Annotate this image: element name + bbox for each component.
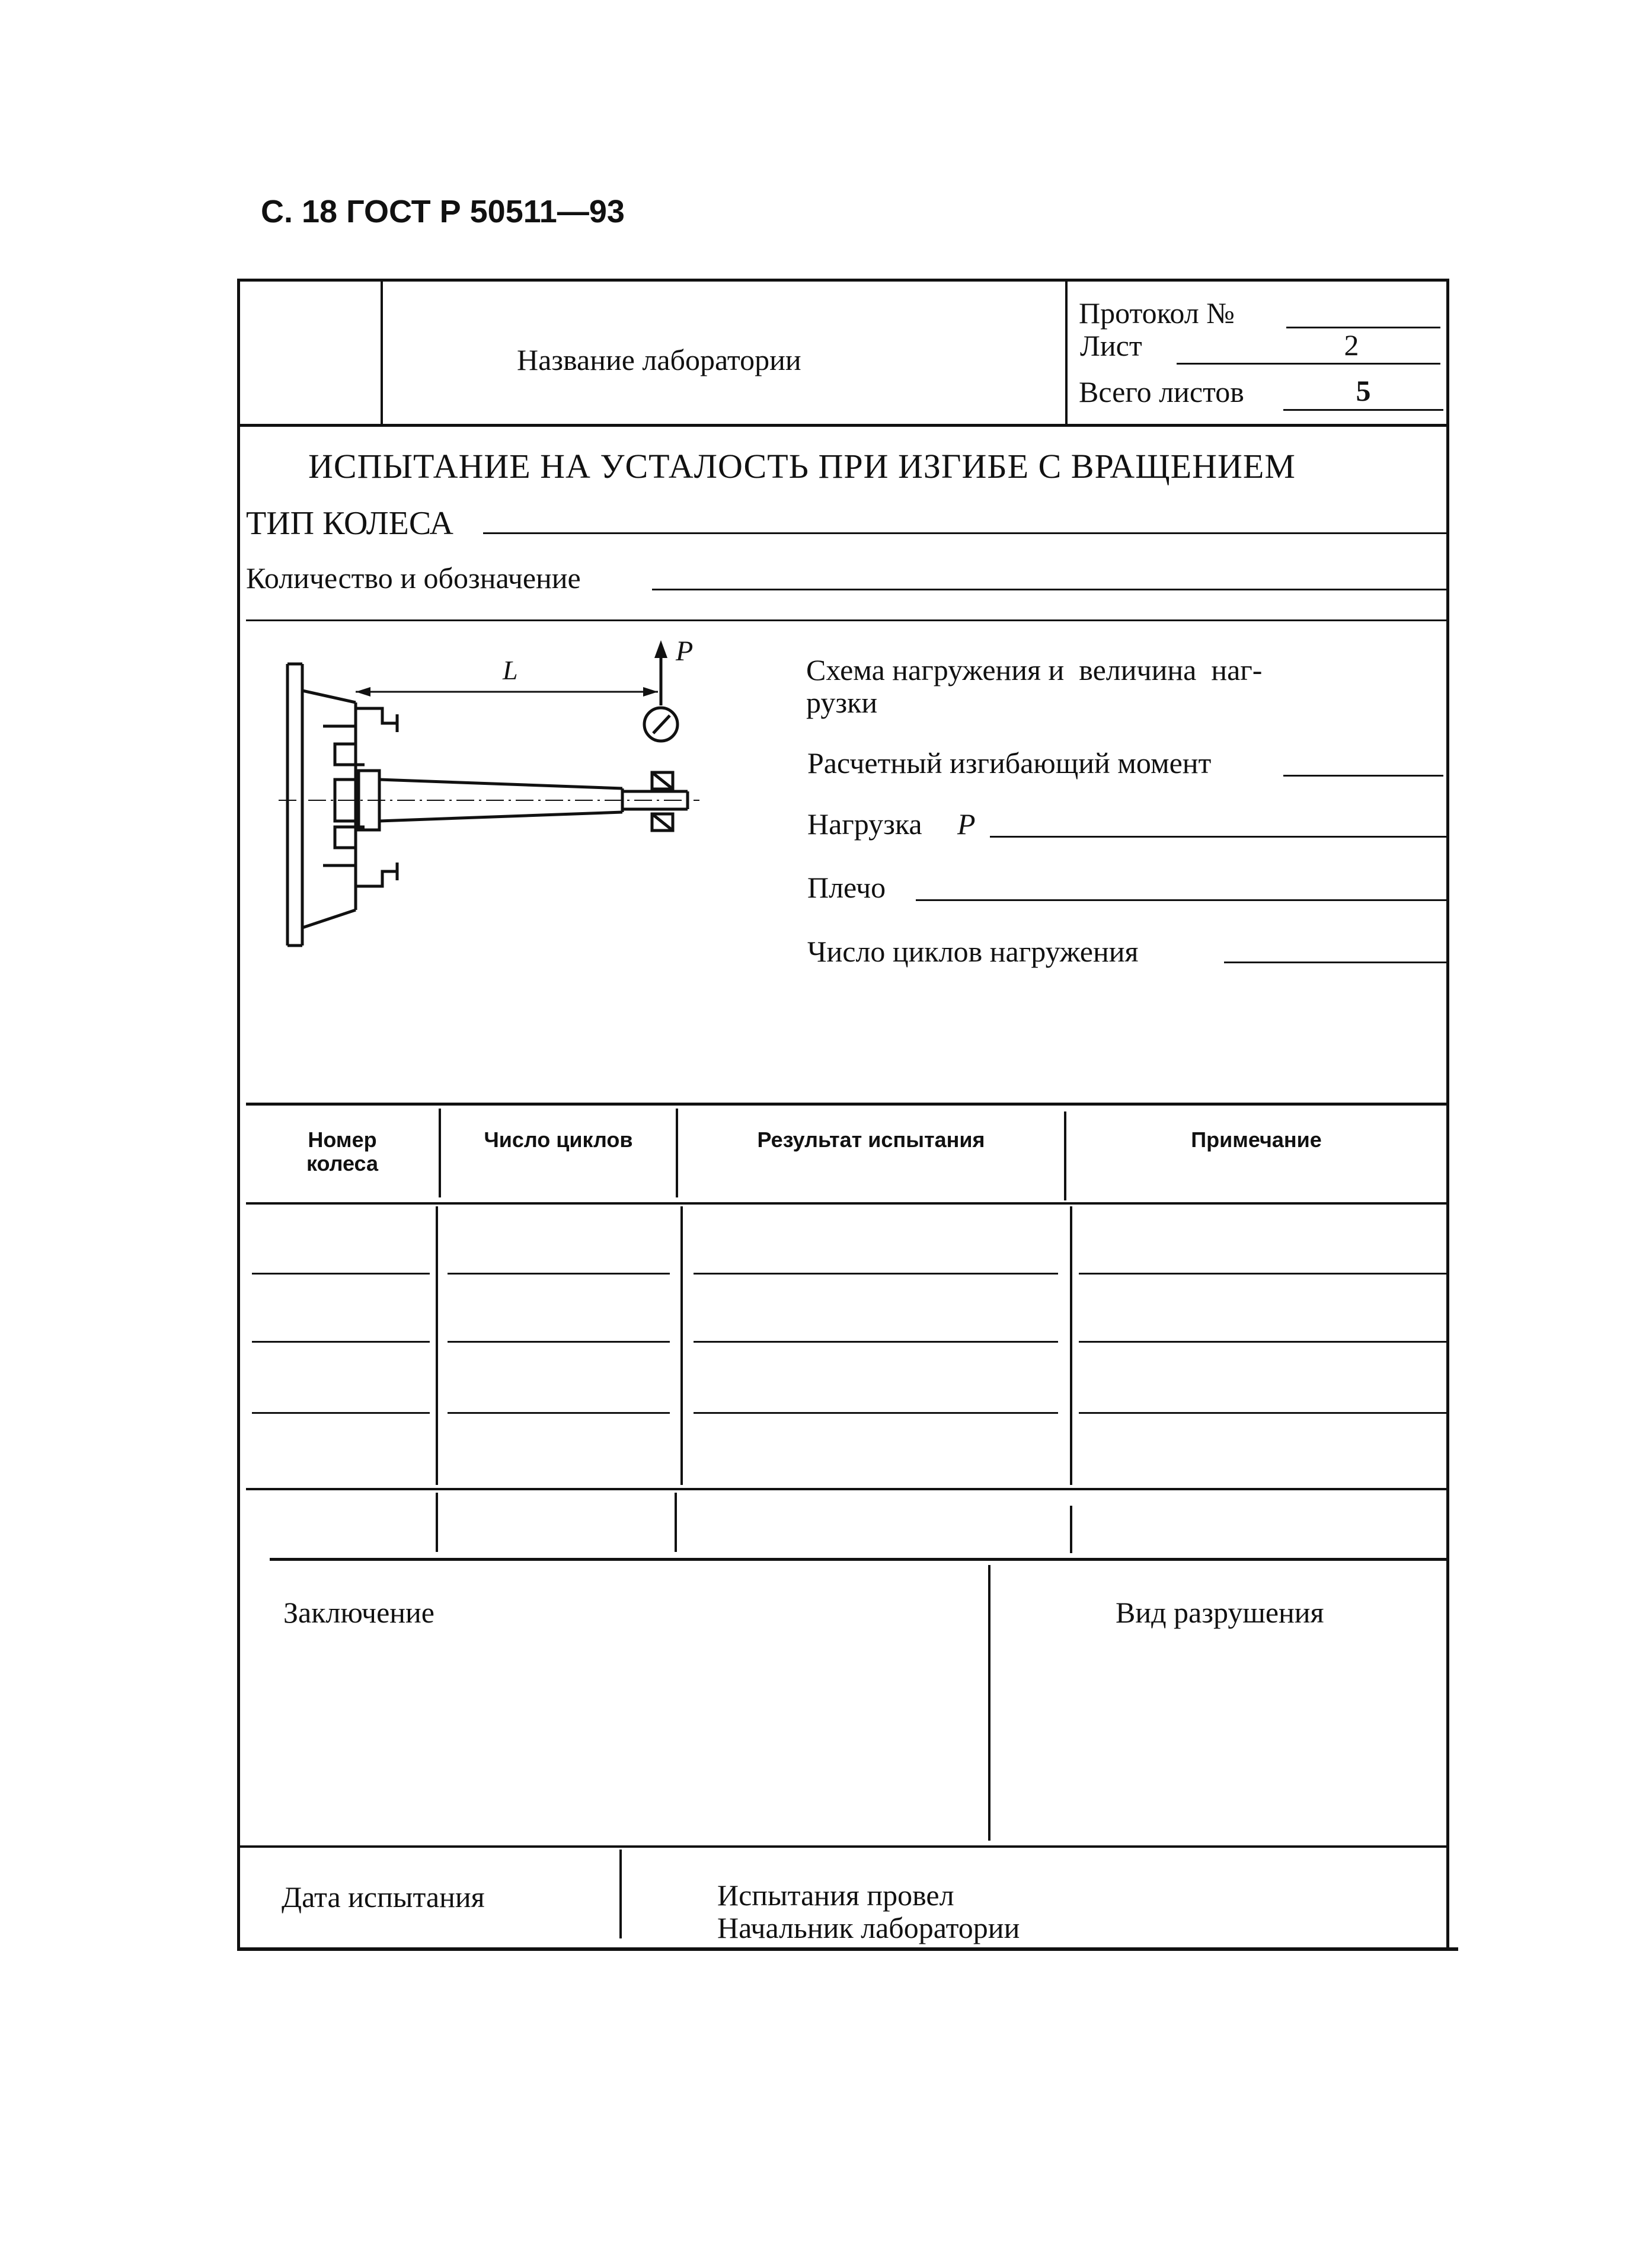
cycles-field[interactable] xyxy=(1224,962,1446,963)
loading-scheme-diagram xyxy=(279,637,705,957)
test-title: ИСПЫТАНИЕ НА УСТАЛОСТЬ ПРИ ИЗГИБЕ С ВРАЩЕНИЕМ xyxy=(308,447,1296,486)
cycles-label: Число циклов нагружения xyxy=(807,935,1139,968)
scheme-label-line1: Схема нагружения и величина наг- xyxy=(806,653,1263,686)
tested-by-label: Испытания провел xyxy=(717,1879,954,1912)
force-label-P: P xyxy=(676,635,694,667)
page-header: С. 18 ГОСТ Р 50511—93 xyxy=(261,194,625,229)
load-field[interactable] xyxy=(990,836,1446,838)
moment-field[interactable] xyxy=(1283,775,1443,777)
lab-name: Название лаборатории xyxy=(517,343,801,376)
failure-type-field[interactable] xyxy=(1002,1636,1440,1838)
test-date-label: Дата испытания xyxy=(282,1880,485,1914)
col-header-cycles: Число циклов xyxy=(484,1128,633,1152)
sheet-value: 2 xyxy=(1344,328,1359,362)
arm-label: Плечо xyxy=(807,871,886,904)
wheel-type-field[interactable] xyxy=(483,532,1446,534)
scheme-label-line2: рузки xyxy=(806,686,878,719)
quantity-field[interactable] xyxy=(652,589,1446,590)
total-sheets-value: 5 xyxy=(1356,374,1371,407)
protocol-field[interactable] xyxy=(1286,327,1440,328)
sheet-label: Лист xyxy=(1080,329,1142,362)
lab-head-label: Начальник лаборатории xyxy=(717,1911,1020,1944)
wheel-type-label: ТИП КОЛЕСА xyxy=(246,505,453,542)
protocol-label: Протокол № xyxy=(1079,296,1235,330)
total-sheets-label: Всего листов xyxy=(1079,375,1244,408)
dimension-label-L: L xyxy=(503,655,518,685)
conclusion-label: Заключение xyxy=(283,1596,434,1629)
col-header-note: Примечание xyxy=(1191,1128,1322,1152)
quantity-label: Количество и обозначение xyxy=(246,561,581,595)
col-header-wheel-line1: Номер xyxy=(308,1128,377,1152)
arm-field[interactable] xyxy=(916,899,1449,901)
load-label: Нагрузка xyxy=(807,807,922,841)
col-header-result: Результат испытания xyxy=(757,1128,985,1152)
moment-label: Расчетный изгибающий момент xyxy=(807,746,1212,780)
col-header-wheel-line2: колеса xyxy=(306,1151,379,1176)
conclusion-field[interactable] xyxy=(279,1636,978,1838)
failure-type-label: Вид разрушения xyxy=(1116,1596,1324,1629)
load-symbol: P xyxy=(957,807,976,841)
